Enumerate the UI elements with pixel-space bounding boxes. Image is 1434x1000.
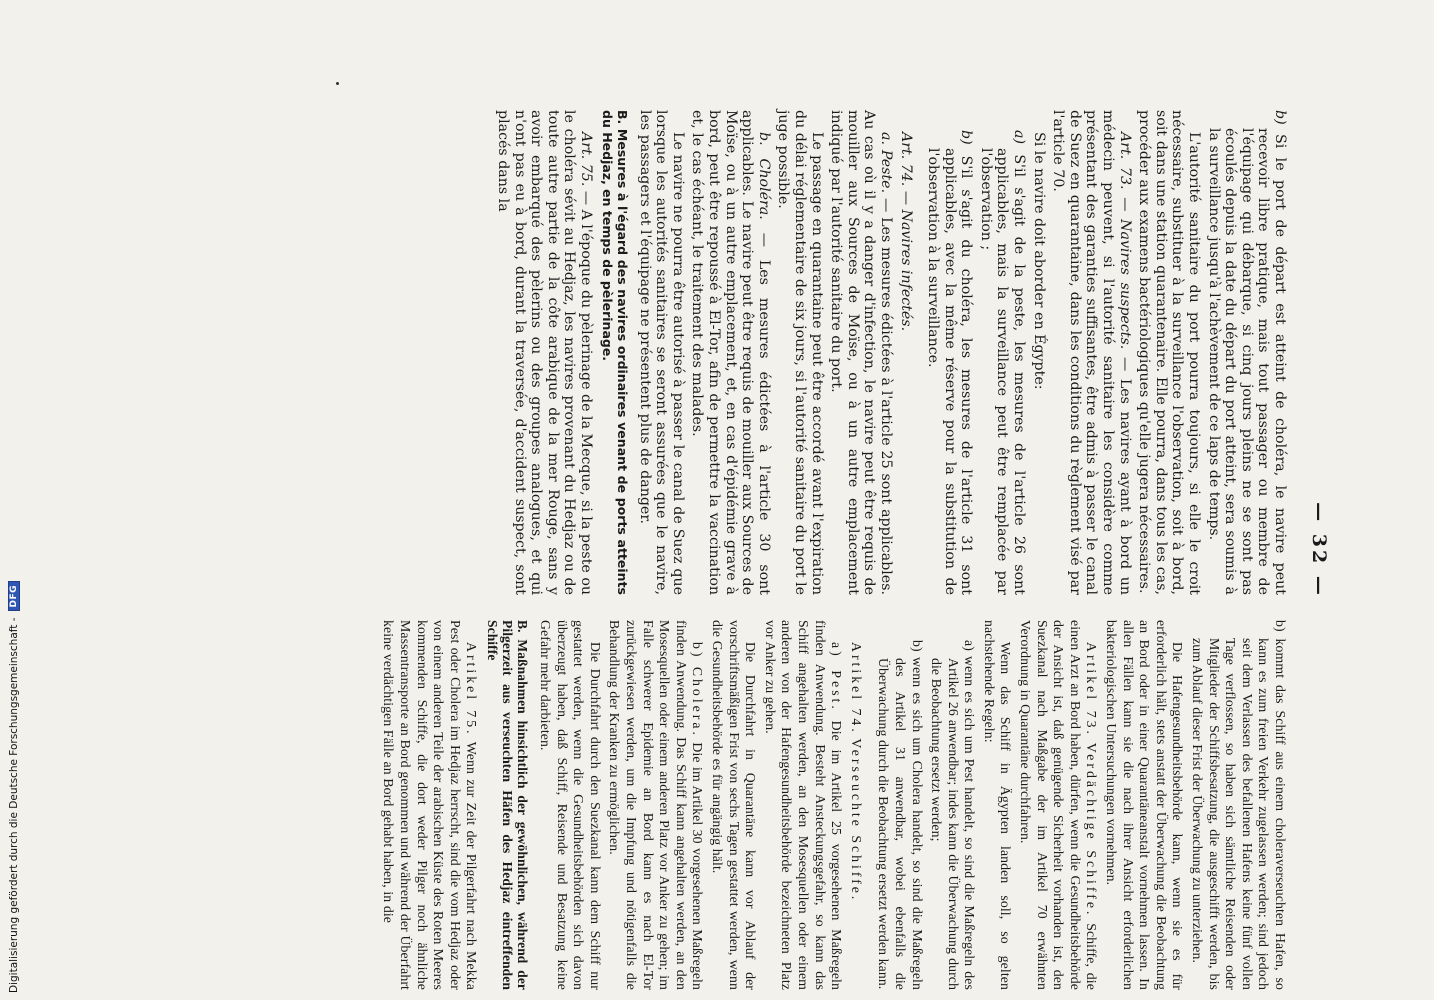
fr-section-heading: B. Mesures à l'égard des navires ordinaires venant de ports atteints du Hedjaz, en temps de pèlerinage. xyxy=(600,110,631,595)
fr-art73-label: Art. 73. xyxy=(1116,132,1133,190)
fr-peste-label: a. Peste. xyxy=(877,132,894,194)
fr-art75-label: Art. 75. xyxy=(578,132,595,187)
de-art75-label: Artikel 75. xyxy=(464,642,480,737)
footer-text: Digitalisierung gefördert durch die Deutsche Forschungsgemeinschaft - xyxy=(8,617,20,993)
german-column xyxy=(377,620,1288,990)
fr-article-74: Art. 74. — Navires infectés. xyxy=(897,132,914,332)
de-cholera xyxy=(606,620,706,990)
fr-paragraph: L'autorité sanitaire du port pourra toujours, si elle le croit nécessaire, substituer à la surveillance l'observation, soit à bord, soit dans une station quarantenaire. Elle pourra, dans tous les cas, procéder aux examens bactériologiques qu'elle jugera nécessaires. xyxy=(1136,110,1203,595)
fr-article-75: Art. 75. — A l'époque du pèlerinage de la Mecque, si la peste ou le choléra sévit au Hedjaz, les navires provenant du Hedjaz ou de toute autre partie de la côte arabique de la mer Rouge, sans y avoir embarqué des pèlerins ou des groupes analogues, et qui n'ont pas eu à bord, durant la traversée, d'accident suspect, sont placés dans la xyxy=(495,110,595,595)
de-peste-text: Die im Artikel 25 vorgesehenen Maßregeln finden Anwendung. Besteht Ansteckungsgefahr, so kann das Schiff angehalten werden, an den Mosesquellen oder einem anderen von der Hafengesundheitsbehörde bezeichneten Platz vor Anker zu gehen. xyxy=(762,620,845,990)
de-peste-label: a) Pest. xyxy=(829,642,845,712)
fr-art73-text: Les navires ayant à bord un médecin peuvent, si l'autorité sanitaire les considère comme présentant des garanties suffisantes, être admis à passer le canal de Suez en quarantaine, dans les conditions du règlement visé par l'article 70. xyxy=(1050,110,1133,596)
scan-speck xyxy=(336,82,339,85)
de-item-a xyxy=(928,620,978,990)
fr-item-a-label: a) xyxy=(1011,130,1028,144)
de-art73-text: Schiffe, die einen Arzt an Bord haben, dürfen, wenn die Gesundheitsbehörde der Ansicht ist, daß genügende Sicherheit vorhanden ist, den Suezkanal nach Maßgabe der im Artikel 70 erwähnten Verordnung in Quarantäne durchfahren. xyxy=(1018,620,1100,990)
de-item-b-label: b) xyxy=(1273,620,1288,632)
fr-item-a xyxy=(977,110,1027,595)
fr-item-b xyxy=(1205,110,1288,595)
de-art75-text: Wenn zur Zeit der Pilgerfahrt nach Mekka Pest oder Cholera im Hedjaz herrscht, sind die vom Hedjaz oder von einem anderen Teile der arabischen Küste des Roten Meeres kommenden Schiffe, die dort weder Pilger noch ähnliche Massentransporte an Bord genommen und während der Überfahrt keine verdächtigen Fälle an Bord gehabt haben, in die xyxy=(381,620,480,990)
de-peste xyxy=(761,620,844,990)
de-item-b2-label: b) xyxy=(909,640,925,652)
de-paragraph: Die Hafengesundheitsbehörde kann, wenn sie es für erforderlich hält, stets anstatt der Überwachung die Beobachtung an Bord oder in einer Quarantäneanstalt vornehmen lassen. In allen Fällen kann sie die nach ihrer Ansicht erforderlichen bakteriologischen Untersuchungen vornehmen. xyxy=(1104,620,1186,990)
dfg-logo: DFG xyxy=(8,581,20,612)
de-art73-title: Verdächtige Schiffe. xyxy=(1084,742,1100,918)
de-item-a-text: wenn es sich um Pest handelt, so sind die Maßregeln des Artikel 26 anwendbar; indes kann die Überwachung durch die Beobachtung ersetzt werden; xyxy=(929,656,978,990)
fr-cholera-text: Les mesures édictées à l'article 30 sont applicables. Le navire peut être requis de mouiller aux Sources de Moïse, ou à un autre emplacement, et, en cas d'épidémie grave à bord, peut être repoussé à El-Tor, afin de permettre la vaccination et, le cas échéant, le traitement des malades. xyxy=(689,110,772,595)
scanned-page xyxy=(170,110,1330,990)
fr-item-b-label: b) xyxy=(1272,110,1288,125)
de-paragraph-passage: Die Durchfahrt in Quarantäne kann vor Ablauf der vorschriftsmäßigen Frist von sechs Tagen gestattet werden, wenn die Gesundheitsbehörde es für angängig hält. xyxy=(710,620,759,990)
de-art73-label: Artikel 73. xyxy=(1084,642,1100,738)
fr-article-73: Art. 73. — Navires suspects. — Les navires ayant à bord un médecin peuvent, si l'autorité sanitaire les considère comme présentant des garanties suffisantes, être admis à passer le canal de Suez en quarantaine, dans les conditions du règlement visé par l'article 70. xyxy=(1050,110,1133,596)
fr-item-b-text: Si le port de départ est atteint de choléra, le navire peut recevoir libre pratique, mais tout passager ou membre de l'équipage qui débarque, si cinq jours pleins ne se sont pas écoulés depuis la date du départ du port atteint, sera soumis à la surveillance jusqu'à l'achèvement de ce laps de temps. xyxy=(1205,128,1288,596)
fr-art74-title: Navires infectés. xyxy=(897,209,914,332)
de-art74-title: Verseuchte Schiffe. xyxy=(848,738,864,903)
de-item-b2-text: wenn es sich um Cholera handelt, so sind die Maßregeln des Artikel 31 anwendbar, wobei ebenfalls die Überwachung durch die Beobachtung ersetzt werden kann. xyxy=(876,657,925,990)
de-paragraph-canal: Die Durchfahrt durch den Suezkanal kann dem Schiff nur gestattet werden, wenn die Gesundheitsbehörden sich davon überzeugt haben, daß Schiff, Reisende und Besatzung keine Gefahr mehr darbieten. xyxy=(538,620,603,990)
fr-item-b2 xyxy=(925,110,975,595)
fr-paragraph-egypte: Si le navire doit aborder en Égypte: xyxy=(1030,132,1047,390)
fr-cholera-label: b. Choléra. xyxy=(755,132,772,220)
fr-art73-title: Navires suspects. xyxy=(1116,219,1133,350)
french-column xyxy=(491,110,1288,595)
fr-paragraph-canal: Le navire ne pourra être autorisé à passer le canal de Suez que lorsque les autorités sanitaires se seront assurées que le navire, les passagers et l'équipage ne présentent plus de danger. xyxy=(636,110,686,595)
de-article-73 xyxy=(1017,620,1100,990)
de-section-heading: B. Maßnahmen hinsichtlich der gewöhnlichen, während der Pilgerzeit aus verseuchten Häfen des Hedjaz eintreffenden Schiffe xyxy=(485,620,531,990)
fr-item-b2-text: S'il s'agit du choléra, les mesures de l'article 31 sont applicables, avec la même réserve pour la substitution de l'observation à la surveillance. xyxy=(925,148,975,595)
fr-art75-text: A l'époque du pèlerinage de la Mecque, si la peste ou le choléra sévit au Hedjaz, les navires provenant du Hedjaz ou de toute autre partie de la côte arabique de la mer Rouge, sans y avoir embarqué des pèlerins ou des groupes analogues, et qui n'ont pas eu à bord, durant la traversée, d'accident suspect, sont placés dans la xyxy=(495,110,595,595)
de-item-b-text: kommt das Schiff aus einem choleraverseuchten Hafen, so kann es zum freien Verkehr zugelassen werden; sind jedoch seit dem Verlassen des befallenen Hafens keine fünf vollen Tage verflossen, so haben sich sämtliche Reisenden oder Mitglieder der Schiffsbesatzung, die ausgeschifft werden, bis zum Ablauf dieser Frist der Überwachung zu unterziehen. xyxy=(1190,638,1288,990)
de-article-74 xyxy=(847,620,864,990)
digitization-footer xyxy=(8,581,20,993)
de-art74-label: Artikel 74. xyxy=(848,642,864,735)
de-cholera-label: b) Cholera. xyxy=(690,642,706,738)
page-number: — 32 — xyxy=(1308,502,1330,598)
de-article-75 xyxy=(380,620,480,990)
fr-item-b2-label: b) xyxy=(958,130,975,145)
de-item-b xyxy=(1188,620,1288,990)
fr-item-a-text: S'il s'agit de la peste, les mesures de l'article 26 sont applicables, mais la surveillance peut être remplacée par l'observation ; xyxy=(977,148,1028,595)
de-paragraph-egypte: Wenn das Schiff in Ägypten landen soll, so gelten nachstehende Regeln: xyxy=(981,620,1014,990)
fr-paragraph-passage: Le passage en quarantaine peut être accordé avant l'expiration du délai réglementaire de six jours, si l'autorité sanitaire du port le juge possible. xyxy=(775,110,825,595)
de-item-a-label: a) xyxy=(962,640,978,651)
fr-cholera: b. Choléra. — Les mesures édictées à l'article 30 sont applicables. Le navire peut être requis de mouiller aux Sources de Moïse, ou à un autre emplacement, et, en cas d'épidémie grave à bord, peut être repoussé à El-Tor, afin de permettre la vaccination et, le cas échéant, le traitement des malades. xyxy=(689,110,772,595)
fr-peste-text: Les mesures édictées à l'article 25 sont applicables. Au cas où il y a danger d'infection, le navire peut être requis de mouiller aux Sources de Moïse, ou à un autre emplacement indiqué par l'autorité sanitaire du port. xyxy=(828,110,894,595)
de-item-b2 xyxy=(875,620,925,990)
fr-art74-label: Art. 74. xyxy=(897,132,914,187)
fr-peste: a. Peste. — Les mesures édictées à l'article 25 sont applicables. Au cas où il y a danger d'infection, le navire peut être requis de mouiller aux Sources de Moïse, ou à un autre emplacement indiqué par l'autorité sanitaire du port. xyxy=(828,110,894,595)
de-cholera-text: Die im Artikel 30 vorgesehenen Maßregeln finden Anwendung. Das Schiff kann angehalten werden, an den Mosesquellen oder einem anderen Platz vor Anker zu gehen; im Falle schwerer Epidemie an Bord kann es nach El-Tor zurückgewiesen werden, um die Impfung und nötigenfalls die Behandlung der Kranken zu ermöglichen. xyxy=(607,620,706,990)
